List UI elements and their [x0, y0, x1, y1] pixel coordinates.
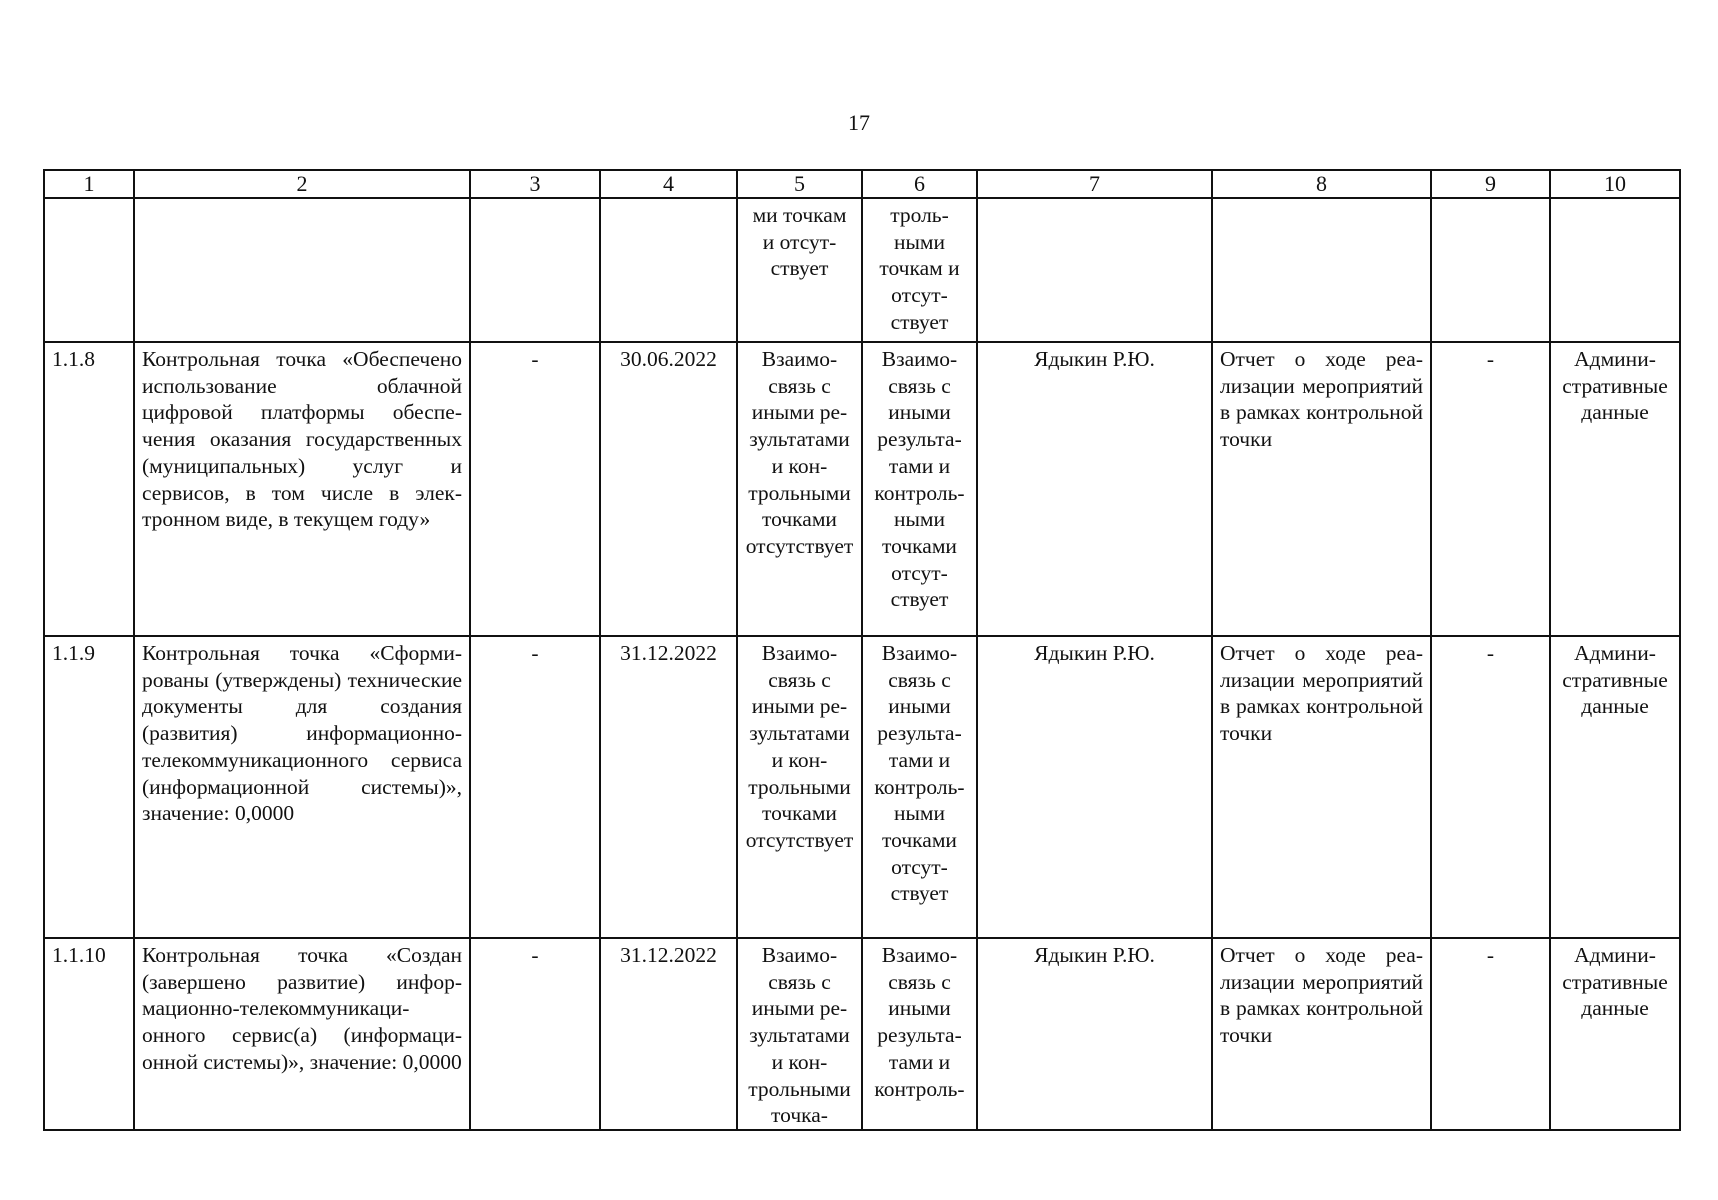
- data-source: Административные данные: [1550, 636, 1680, 938]
- column-3-value: -: [470, 342, 600, 636]
- interrelation-results-cell: Взаимосвязь с иными результатами и контрольными точка-: [737, 938, 862, 1130]
- report-document: Отчет о ходе реализации мероприятий в рамках контрольной точки: [1212, 342, 1431, 636]
- table-cell: [470, 198, 600, 342]
- page-number: 17: [848, 110, 870, 135]
- checkpoint-date: 31.12.2022: [600, 636, 737, 938]
- table-cell: [44, 198, 134, 342]
- column-number-5: 5: [737, 170, 862, 198]
- interrelation-checkpoints-cell: трольными точкам и отсутствует: [862, 198, 977, 342]
- column-number-1: 1: [44, 170, 134, 198]
- column-number-header-row: [44, 170, 1680, 198]
- column-3-value: -: [470, 938, 600, 1130]
- table-row: [44, 938, 1680, 1130]
- column-9-value: -: [1431, 938, 1550, 1130]
- data-source: Административные данные: [1550, 938, 1680, 1130]
- table-row: [44, 342, 1680, 636]
- column-9-value: -: [1431, 636, 1550, 938]
- table-row: [44, 636, 1680, 938]
- data-source: Административные данные: [1550, 342, 1680, 636]
- column-number-2: 2: [134, 170, 470, 198]
- column-number-8: 8: [1212, 170, 1431, 198]
- column-number-10: 10: [1550, 170, 1680, 198]
- column-number-4: 4: [600, 170, 737, 198]
- interrelation-checkpoints-cell: Взаимосвязь с иными результатами и контрольными точками отсутствует: [862, 636, 977, 938]
- interrelation-results-cell: Взаимосвязь с иными результатами и контрольными точками отсутствует: [737, 342, 862, 636]
- report-document: Отчет о ходе реализации мероприятий в рамках контрольной точки: [1212, 636, 1431, 938]
- column-number-6: 6: [862, 170, 977, 198]
- interrelation-results-cell: ми точкам и отсутствует: [737, 198, 862, 342]
- column-number-9: 9: [1431, 170, 1550, 198]
- row-number: 1.1.8: [44, 342, 134, 636]
- responsible-person: Ядыкин Р.Ю.: [977, 342, 1212, 636]
- report-document: Отчет о ходе реализации мероприятий в рамках контрольной точки: [1212, 938, 1431, 1130]
- checkpoint-date: 31.12.2022: [600, 938, 737, 1130]
- row-number: 1.1.9: [44, 636, 134, 938]
- column-9-value: -: [1431, 342, 1550, 636]
- row-number: 1.1.10: [44, 938, 134, 1130]
- interrelation-checkpoints-cell: Взаимосвязь с иными результатами и контроль-: [862, 938, 977, 1130]
- table-cell: [134, 198, 470, 342]
- table-cell: [1431, 198, 1550, 342]
- interrelation-checkpoints-cell: Взаимосвязь с иными результатами и контрольными точками отсутствует: [862, 342, 977, 636]
- column-3-value: -: [470, 636, 600, 938]
- checkpoint-name: Контрольная точка «Создан (завершено развитие) информационно-телекоммуникационного сервис(а) (информационной системы)», значение: 0,0000: [134, 938, 470, 1130]
- responsible-person: Ядыкин Р.Ю.: [977, 636, 1212, 938]
- interrelation-results-cell: Взаимосвязь с иными результатами и контрольными точками отсутствует: [737, 636, 862, 938]
- checkpoint-name: Контрольная точка «Обеспечено использование облачной цифровой платформы обеспечения оказания государственных (муниципальных) услуг и сервисов, в том числе в электронном виде, в текущем году»: [134, 342, 470, 636]
- table-cell: [977, 198, 1212, 342]
- continuation-row: [44, 198, 1680, 342]
- checkpoint-name: Контрольная точка «Сформированы (утверждены) технические документы для создания (развития) информационно-телекоммуникационного сервиса (информационной системы)», значение: 0,0000: [134, 636, 470, 938]
- control-points-table: [43, 169, 1681, 1131]
- column-number-7: 7: [977, 170, 1212, 198]
- table-cell: [1212, 198, 1431, 342]
- table-cell: [600, 198, 737, 342]
- column-number-3: 3: [470, 170, 600, 198]
- responsible-person: Ядыкин Р.Ю.: [977, 938, 1212, 1130]
- table-cell: [1550, 198, 1680, 342]
- checkpoint-date: 30.06.2022: [600, 342, 737, 636]
